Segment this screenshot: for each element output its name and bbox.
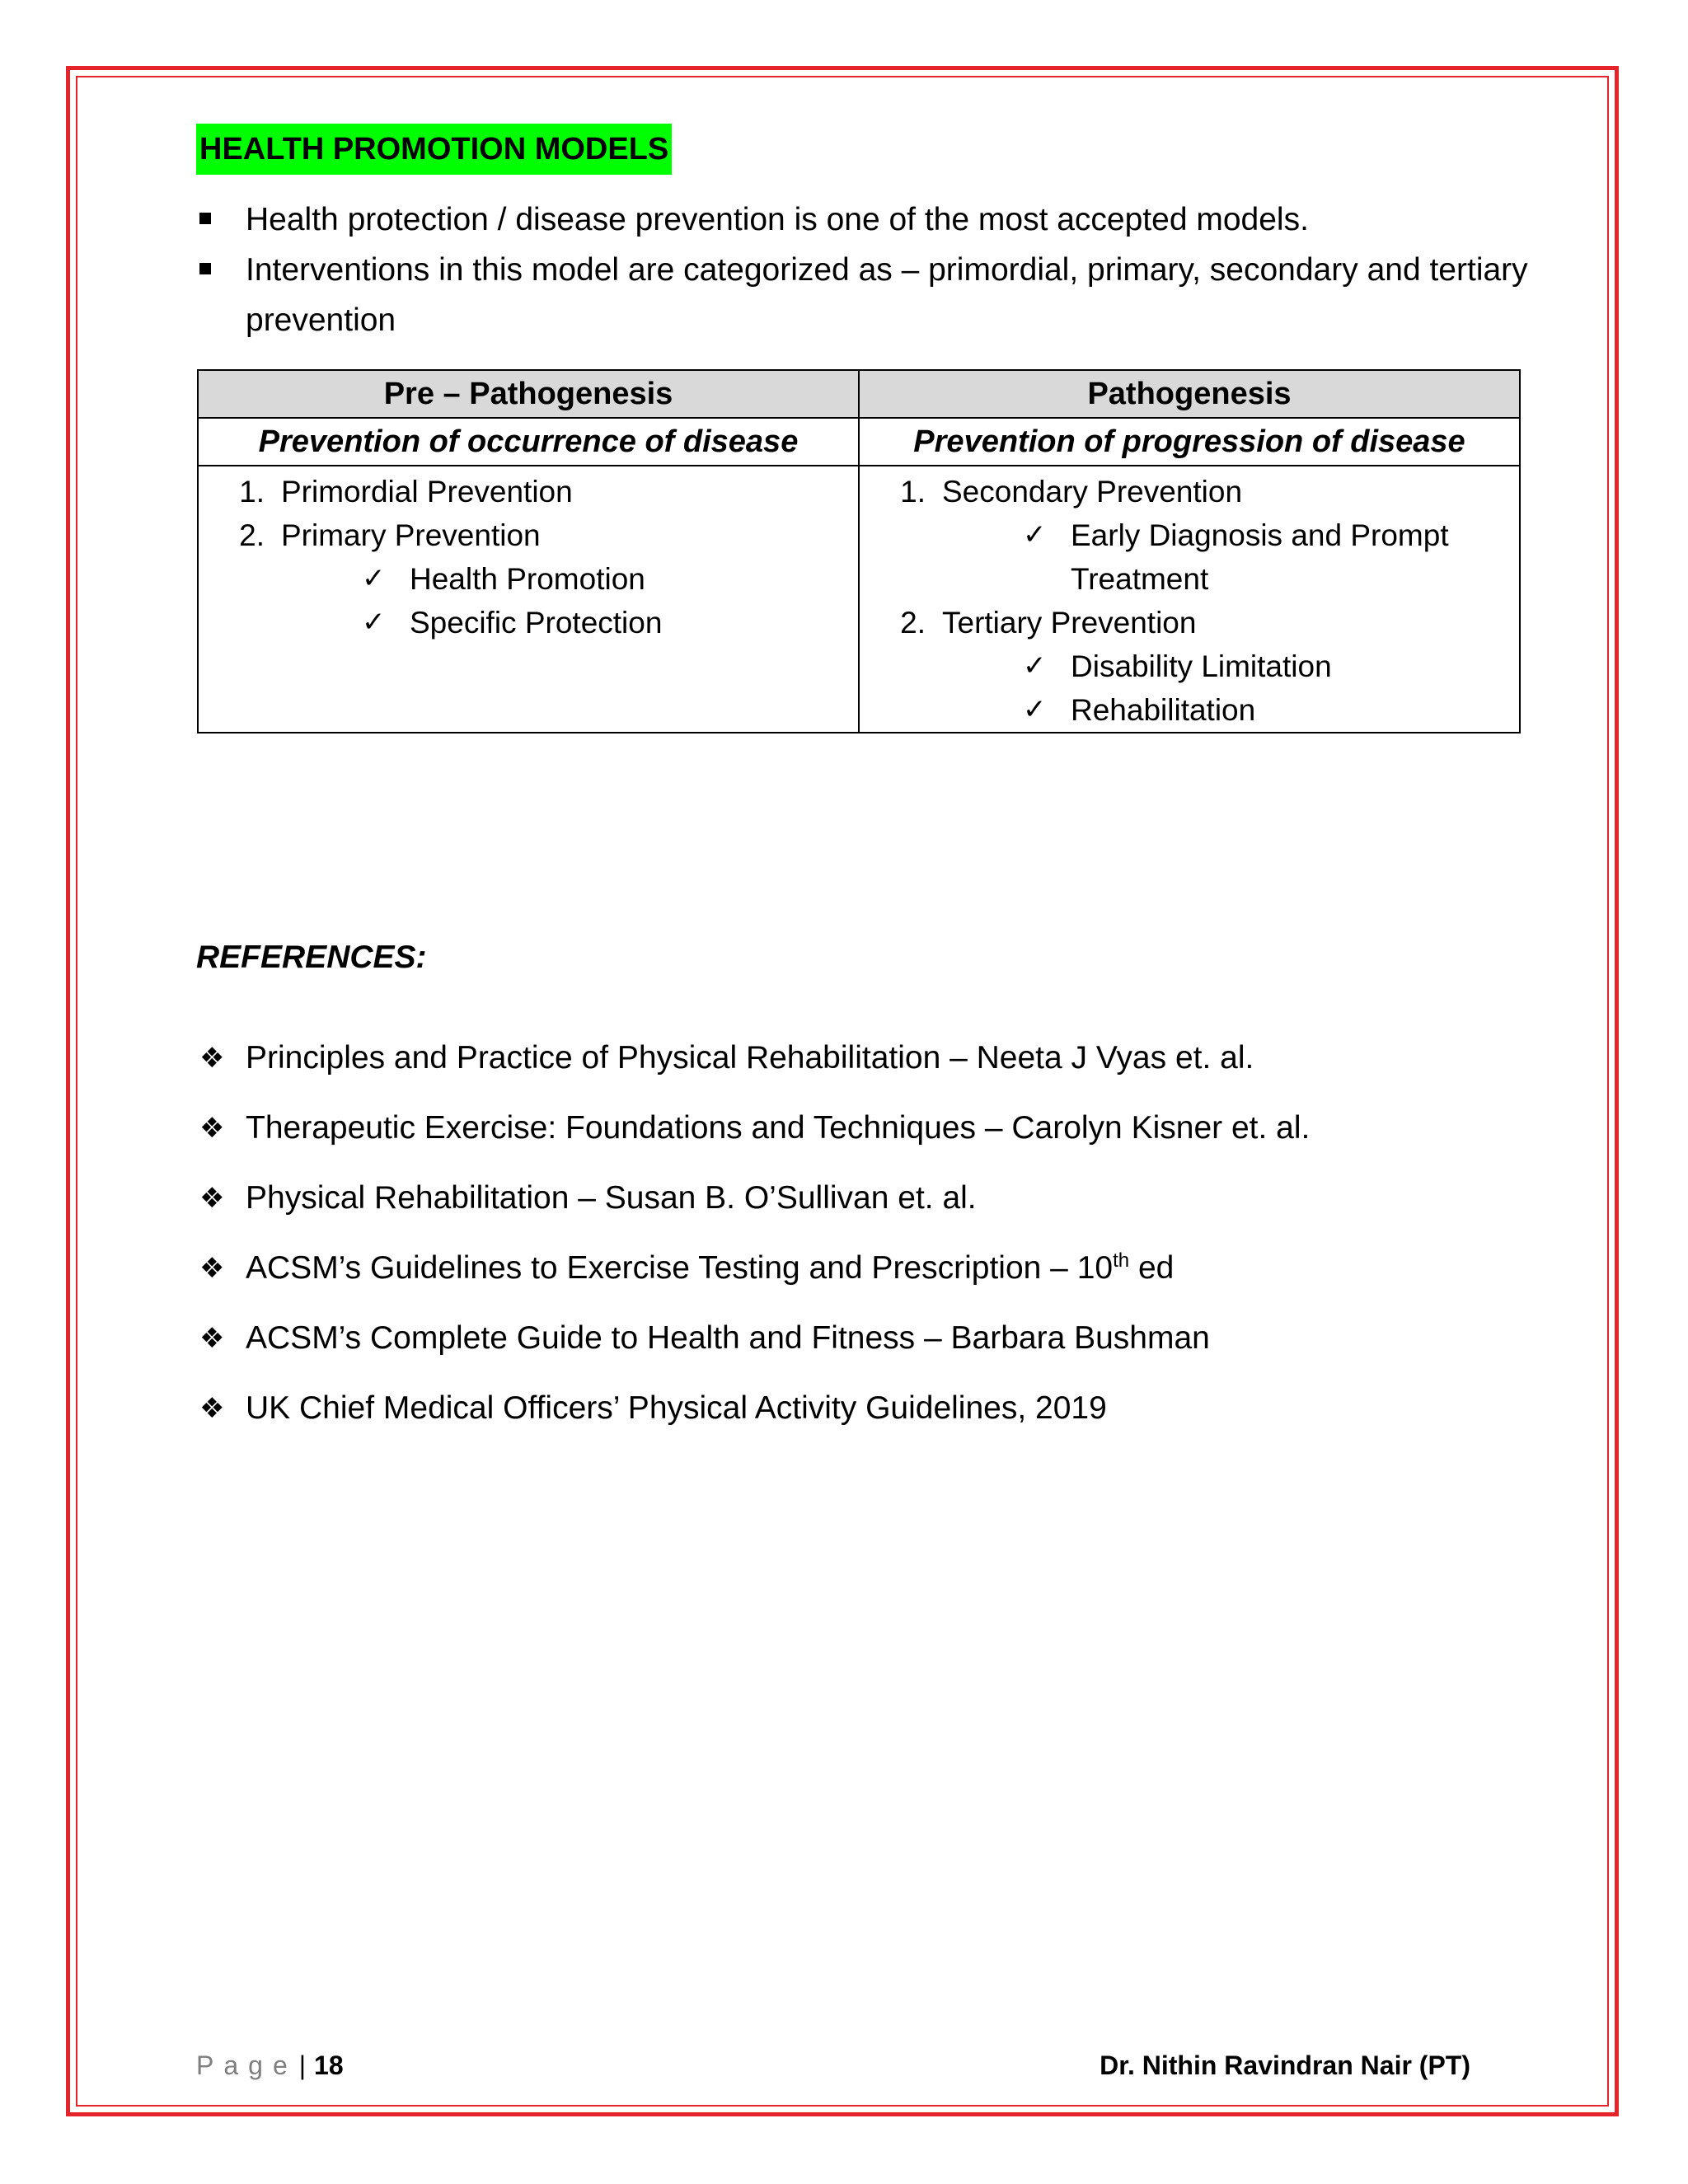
table-cell-pre-pathogenesis xyxy=(198,466,859,733)
check-mark-icon: ✓ xyxy=(1023,518,1047,551)
square-bullet-icon xyxy=(199,263,211,274)
page-separator: | xyxy=(298,2050,307,2080)
table-header-pre-pathogenesis: Pre – Pathogenesis xyxy=(198,370,859,418)
prevention-table xyxy=(197,369,1521,733)
table-cell-pathogenesis xyxy=(859,466,1520,733)
page-number: 18 xyxy=(314,2050,344,2080)
four-diamond-icon: ❖ xyxy=(199,1112,225,1145)
four-diamond-icon: ❖ xyxy=(199,1182,225,1215)
footer-author: Dr. Nithin Ravindran Nair (PT) xyxy=(1100,2050,1470,2080)
square-bullet-icon xyxy=(199,213,211,224)
four-diamond-icon: ❖ xyxy=(199,1042,225,1075)
references-list xyxy=(196,1033,1556,1454)
list-item: 2. Primary Prevention xyxy=(239,518,541,552)
table-header-pathogenesis: Pathogenesis xyxy=(859,370,1520,418)
sub-list-item: ✓ Disability Limitation xyxy=(1023,644,1519,688)
reference-item: ❖ Therapeutic Exercise: Foundations and Techniques – Carolyn Kisner et. al. xyxy=(196,1104,1556,1153)
bullet-list xyxy=(196,194,1531,345)
footer-page-info xyxy=(196,2049,344,2082)
table-subheader-occurrence: Prevention of occurrence of disease xyxy=(198,418,859,466)
reference-item: ❖ Principles and Practice of Physical Rehabilitation – Neeta J Vyas et. al. xyxy=(196,1033,1556,1083)
four-diamond-icon: ❖ xyxy=(199,1252,225,1285)
sub-list-item: ✓ Early Diagnosis and Prompt xyxy=(1023,513,1519,557)
page-label: Page xyxy=(196,2050,298,2080)
list-item: 1. Secondary Prevention xyxy=(900,475,1243,509)
list-item: 2. Tertiary Prevention xyxy=(900,606,1197,640)
sub-list-item: ✓ Specific Protection xyxy=(362,601,858,644)
list-item: 1. Primordial Prevention xyxy=(239,475,573,509)
bullet-item: Interventions in this model are categorized as – primordial, primary, secondary and tertiary prevention xyxy=(196,245,1531,345)
table-subheader-progression: Prevention of progression of disease xyxy=(859,418,1520,466)
bullet-item: Health protection / disease prevention is one of the most accepted models. xyxy=(196,194,1531,245)
reference-item: ❖ ACSM’s Complete Guide to Health and Fitness – Barbara Bushman xyxy=(196,1314,1556,1363)
sub-list-item: ✓ Health Promotion xyxy=(362,557,858,601)
check-mark-icon: ✓ xyxy=(1023,693,1047,726)
reference-item: ❖ Physical Rehabilitation – Susan B. O’Sullivan et. al. xyxy=(196,1174,1556,1223)
check-mark-icon: ✓ xyxy=(362,562,386,595)
check-mark-icon: ✓ xyxy=(362,606,386,639)
reference-item: ❖ UK Chief Medical Officers’ Physical Activity Guidelines, 2019 xyxy=(196,1384,1556,1433)
four-diamond-icon: ❖ xyxy=(199,1392,225,1425)
references-title: REFERENCES: xyxy=(196,940,427,975)
sub-list-item: ✓ Rehabilitation xyxy=(1023,688,1519,732)
check-mark-icon: ✓ xyxy=(1023,649,1047,682)
sub-list-item-continuation: Treatment xyxy=(1071,562,1209,596)
superscript: th xyxy=(1113,1249,1130,1272)
section-heading: HEALTH PROMOTION MODELS xyxy=(196,124,672,175)
reference-item: ❖ ACSM’s Guidelines to Exercise Testing and Prescription – 10th ed xyxy=(196,1244,1556,1293)
four-diamond-icon: ❖ xyxy=(199,1322,225,1355)
